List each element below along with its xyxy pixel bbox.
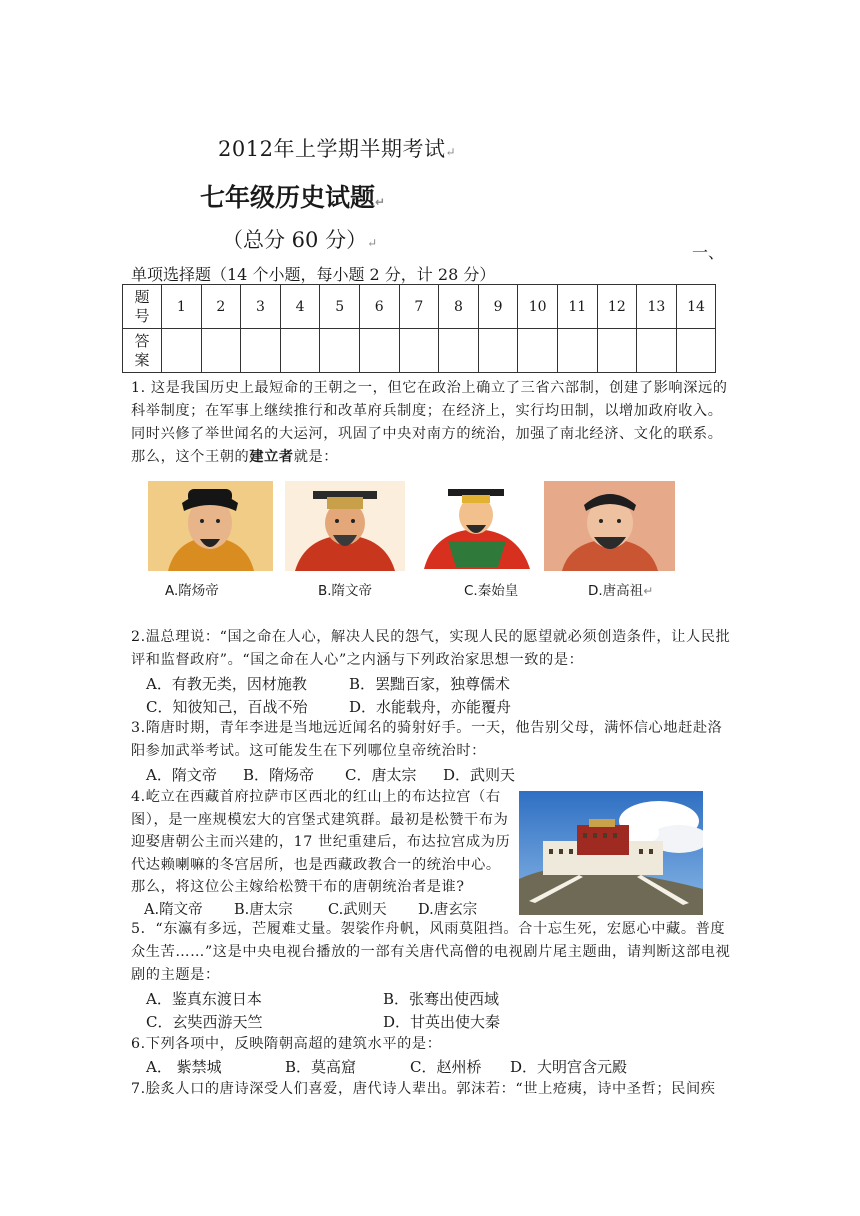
answer-cell[interactable] (162, 329, 202, 373)
answer-cell[interactable] (637, 329, 677, 373)
question-2-text: 2.温总理说：“国之命在人心，解决人民的怨气，实现人民的愿望就必须创造条件，让人民批评和监督政府”。“国之命在人心”之内涵与下列政治家思想一致的是： (131, 629, 731, 668)
question-5-text: 5．“东瀛有多远，芒履难丈量。袈裟作舟帆，风雨莫阻挡。合十忘生死，宏愿心中藏。普度众生苦……”这是中央电视台播放的一部有关唐代高僧的电视剧片尾主题曲，请判断这部电视剧的主题是： (131, 921, 731, 983)
q2-option-d[interactable]: D．水能载舟，亦能覆舟 (349, 698, 512, 716)
question-number-cell: 13 (637, 285, 677, 329)
question-number-cell: 7 (399, 285, 439, 329)
q6-option-c[interactable]: C．赵州桥 (410, 1058, 482, 1076)
q6-option-d[interactable]: D．大明宫含元殿 (510, 1058, 628, 1076)
row-label-answer: 答 案 (123, 329, 162, 373)
answer-table (122, 284, 716, 373)
question-number-cell: 1 (162, 285, 202, 329)
question-number-cell: 10 (518, 285, 558, 329)
q4-option-b[interactable]: B.唐太宗 (234, 902, 293, 918)
q3-option-a[interactable]: A．隋文帝 (146, 766, 217, 784)
caption-d: D.唐高祖↵ (588, 583, 654, 599)
question-number-cell: 8 (439, 285, 479, 329)
question-3-text: 3.隋唐时期，青年李进是当地远近闻名的骑射好手。一天，他告别父母，满怀信心地赶赴洛阳参加武举考试。这可能发生在下列哪位皇帝统治时： (131, 720, 723, 759)
q6-option-b[interactable]: B．莫高窟 (285, 1058, 357, 1076)
question-number-cell: 3 (241, 285, 281, 329)
q5-option-a[interactable]: A．鉴真东渡日本 (146, 990, 262, 1008)
question-number-cell: 9 (478, 285, 518, 329)
exam-score: （总分 60 分）↵ (222, 228, 378, 252)
q5-option-d[interactable]: D．甘英出使大秦 (383, 1013, 501, 1031)
q2-option-a[interactable]: A．有教无类，因材施教 (146, 675, 307, 693)
q4-option-c[interactable]: C.武则天 (328, 902, 387, 918)
table-row (123, 285, 716, 329)
question-number-cell: 5 (320, 285, 360, 329)
table-row (123, 329, 716, 373)
question-7-text: 7.脍炙人口的唐诗深受人们喜爱，唐代诗人辈出。郭沫若：“世上疮痍，诗中圣哲；民间疾 (131, 1081, 716, 1097)
q5-option-b[interactable]: B．张骞出使西域 (383, 990, 500, 1008)
answer-cell[interactable] (518, 329, 558, 373)
answer-cell[interactable] (478, 329, 518, 373)
question-1-text: 1. 这是我国历史上最短命的王朝之一，但它在政治上确立了三省六部制，创建了影响深远的科举制度；在军事上继续推行和改革府兵制度；在经济上，实行均田制，以增加政府收入。同时兴修了举世闻名的大运河，巩固了中央对南方的统治，加强了南北经济、文化的联系。那么，这个王朝的建立者就是： (131, 380, 728, 465)
question-number-cell: 4 (280, 285, 320, 329)
portrait-b-image (285, 481, 405, 571)
answer-cell[interactable] (280, 329, 320, 373)
q3-option-d[interactable]: D．武则天 (443, 766, 516, 784)
portrait-d-image (544, 481, 675, 571)
q2-option-b[interactable]: B．罢黜百家，独尊儒术 (349, 675, 511, 693)
answer-cell[interactable] (359, 329, 399, 373)
answer-cell[interactable] (201, 329, 241, 373)
row-label-number: 题 号 (123, 285, 162, 329)
q2-option-c[interactable]: C．知彼知己，百战不殆 (146, 698, 308, 716)
answer-cell[interactable] (597, 329, 637, 373)
exam-title: 2012年上学期半期考试↵ (218, 137, 457, 161)
question-number-cell: 12 (597, 285, 637, 329)
potala-palace-image (519, 791, 703, 915)
answer-cell[interactable] (241, 329, 281, 373)
question-number-cell: 2 (201, 285, 241, 329)
answer-cell[interactable] (676, 329, 716, 373)
exam-subtitle: 七年级历史试题↵ (200, 183, 386, 212)
section-number: 一、 (692, 243, 725, 262)
q5-option-c[interactable]: C．玄奘西游天竺 (146, 1013, 263, 1031)
section-title: 单项选择题（14 个小题，每小题 2 分，计 28 分） (131, 265, 496, 284)
q4-option-a[interactable]: A.隋文帝 (144, 902, 203, 918)
q6-option-a[interactable]: A． 紫禁城 (146, 1058, 222, 1076)
answer-cell[interactable] (399, 329, 439, 373)
question-number-cell: 6 (359, 285, 399, 329)
caption-b: B.隋文帝 (318, 583, 373, 599)
q3-option-b[interactable]: B．隋炀帝 (243, 766, 315, 784)
portrait-c-image (418, 481, 536, 571)
emphasis-founder: 建立者 (249, 449, 294, 465)
answer-cell[interactable] (557, 329, 597, 373)
answer-cell[interactable] (320, 329, 360, 373)
question-number-cell: 11 (557, 285, 597, 329)
caption-a: A.隋炀帝 (165, 583, 219, 599)
question-number-cell: 14 (676, 285, 716, 329)
portrait-a-image (148, 481, 273, 571)
question-6-text: 6.下列各项中，反映隋朝高超的建筑水平的是： (131, 1036, 442, 1052)
answer-cell[interactable] (439, 329, 479, 373)
question-4-text: 4.屹立在西藏首府拉萨市区西北的红山上的布达拉宫（右图），是一座规模宏大的宫堡式建筑群。最初是松赞干布为迎娶唐朝公主而兴建的，17 世纪重建后，布达拉宫成为历代达赖喇嘛的冬宫居所，也是西藏政教合一的统治中心。那么，将这位公主嫁给松赞干布的唐朝统治者是谁? (131, 789, 511, 895)
caption-c: C.秦始皇 (464, 583, 519, 599)
q3-option-c[interactable]: C．唐太宗 (345, 766, 417, 784)
q4-option-d[interactable]: D.唐玄宗 (418, 902, 478, 918)
